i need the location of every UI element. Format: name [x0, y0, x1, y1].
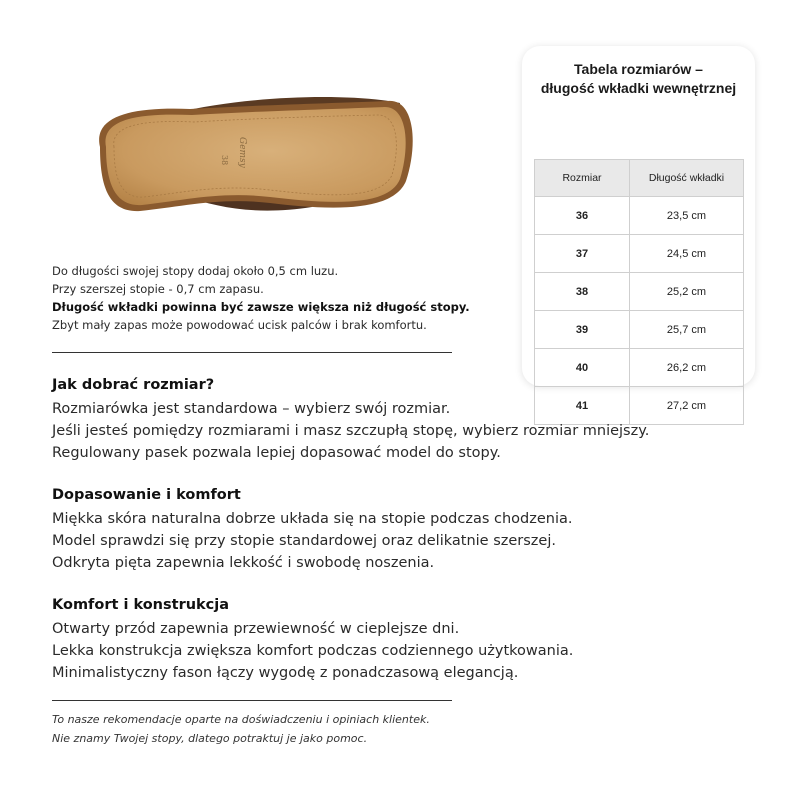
section-line: Otwarty przód zapewnia przewiewność w cieplejsze dni.	[52, 621, 460, 637]
section-line: Model sprawdzi się przy stopie standardowej oraz delikatnie szerszej.	[52, 533, 556, 549]
sandal-sole-illustration	[70, 85, 450, 245]
size-table-title	[522, 60, 755, 98]
disclaimer-line-2: Nie znamy Twojej stopy, dlatego potraktuj je jako pomoc.	[52, 732, 368, 745]
row-size: 37	[535, 235, 630, 273]
row-size: 41	[535, 387, 630, 425]
section-line: Miękka skóra naturalna dobrze układa się na stopie podczas chodzenia.	[52, 511, 573, 527]
section-fit-comfort	[52, 485, 752, 574]
row-length: 24,5 cm	[630, 235, 744, 273]
note-line-1: Do długości swojej stopy dodaj około 0,5 cm luzu.	[52, 264, 339, 278]
section-title: Dopasowanie i komfort	[52, 487, 241, 503]
row-length: 23,5 cm	[630, 197, 744, 235]
size-table-header-row	[535, 160, 744, 197]
row-length: 27,2 cm	[630, 387, 744, 425]
note-line-4: Zbyt mały zapas może powodować ucisk palców i brak komfortu.	[52, 318, 427, 332]
table-row	[535, 311, 744, 349]
sandal-sole-image	[70, 85, 450, 245]
fit-note	[52, 262, 522, 334]
row-size: 36	[535, 197, 630, 235]
section-line: Rozmiarówka jest standardowa – wybierz swój rozmiar.	[52, 401, 451, 417]
section-title: Jak dobrać rozmiar?	[52, 377, 215, 393]
section-line: Regulowany pasek pozwala lepiej dopasować model do stopy.	[52, 445, 501, 461]
section-line: Lekka konstrukcja zwiększa komfort podczas codziennego użytkowania.	[52, 643, 574, 659]
section-size-choice	[52, 375, 752, 464]
size-table-title-line1: Tabela rozmiarów –	[574, 61, 703, 77]
table-row	[535, 197, 744, 235]
table-row	[535, 273, 744, 311]
note-line-2: Przy szerszej stopie - 0,7 cm zapasu.	[52, 282, 264, 296]
sole-imprint-brand: Gemsy	[237, 137, 247, 168]
section-title: Komfort i konstrukcja	[52, 597, 230, 613]
section-line: Jeśli jesteś pomiędzy rozmiarami i masz szczupłą stopę, wybierz rozmiar mniejszy.	[52, 423, 650, 439]
sole-surface	[105, 107, 405, 205]
note-line-3: Długość wkładki powinna być zawsze większa niż długość stopy.	[52, 300, 470, 314]
sole-imprint-size: 38	[220, 155, 229, 166]
row-length: 25,2 cm	[630, 273, 744, 311]
header-size: Rozmiar	[535, 160, 630, 197]
row-size: 39	[535, 311, 630, 349]
section-comfort-construction	[52, 595, 752, 684]
divider-bottom	[52, 700, 452, 701]
row-size: 38	[535, 273, 630, 311]
table-row	[535, 235, 744, 273]
disclaimer-line-1: To nasze rekomendacje oparte na doświadczeniu i opiniach klientek.	[52, 713, 430, 726]
size-table-card	[522, 46, 755, 412]
header-length: Długość wkładki	[630, 160, 744, 197]
row-length: 25,7 cm	[630, 311, 744, 349]
divider-top	[52, 352, 452, 353]
section-line: Minimalistyczny fason łączy wygodę z ponadczasową elegancją.	[52, 665, 519, 681]
size-table-title-line2: długość wkładki wewnętrznej	[540, 80, 737, 96]
row-length: 26,2 cm	[630, 349, 744, 387]
disclaimer	[52, 710, 652, 748]
row-size: 40	[535, 349, 630, 387]
section-line: Odkryta pięta zapewnia lekkość i swobodę noszenia.	[52, 555, 435, 571]
